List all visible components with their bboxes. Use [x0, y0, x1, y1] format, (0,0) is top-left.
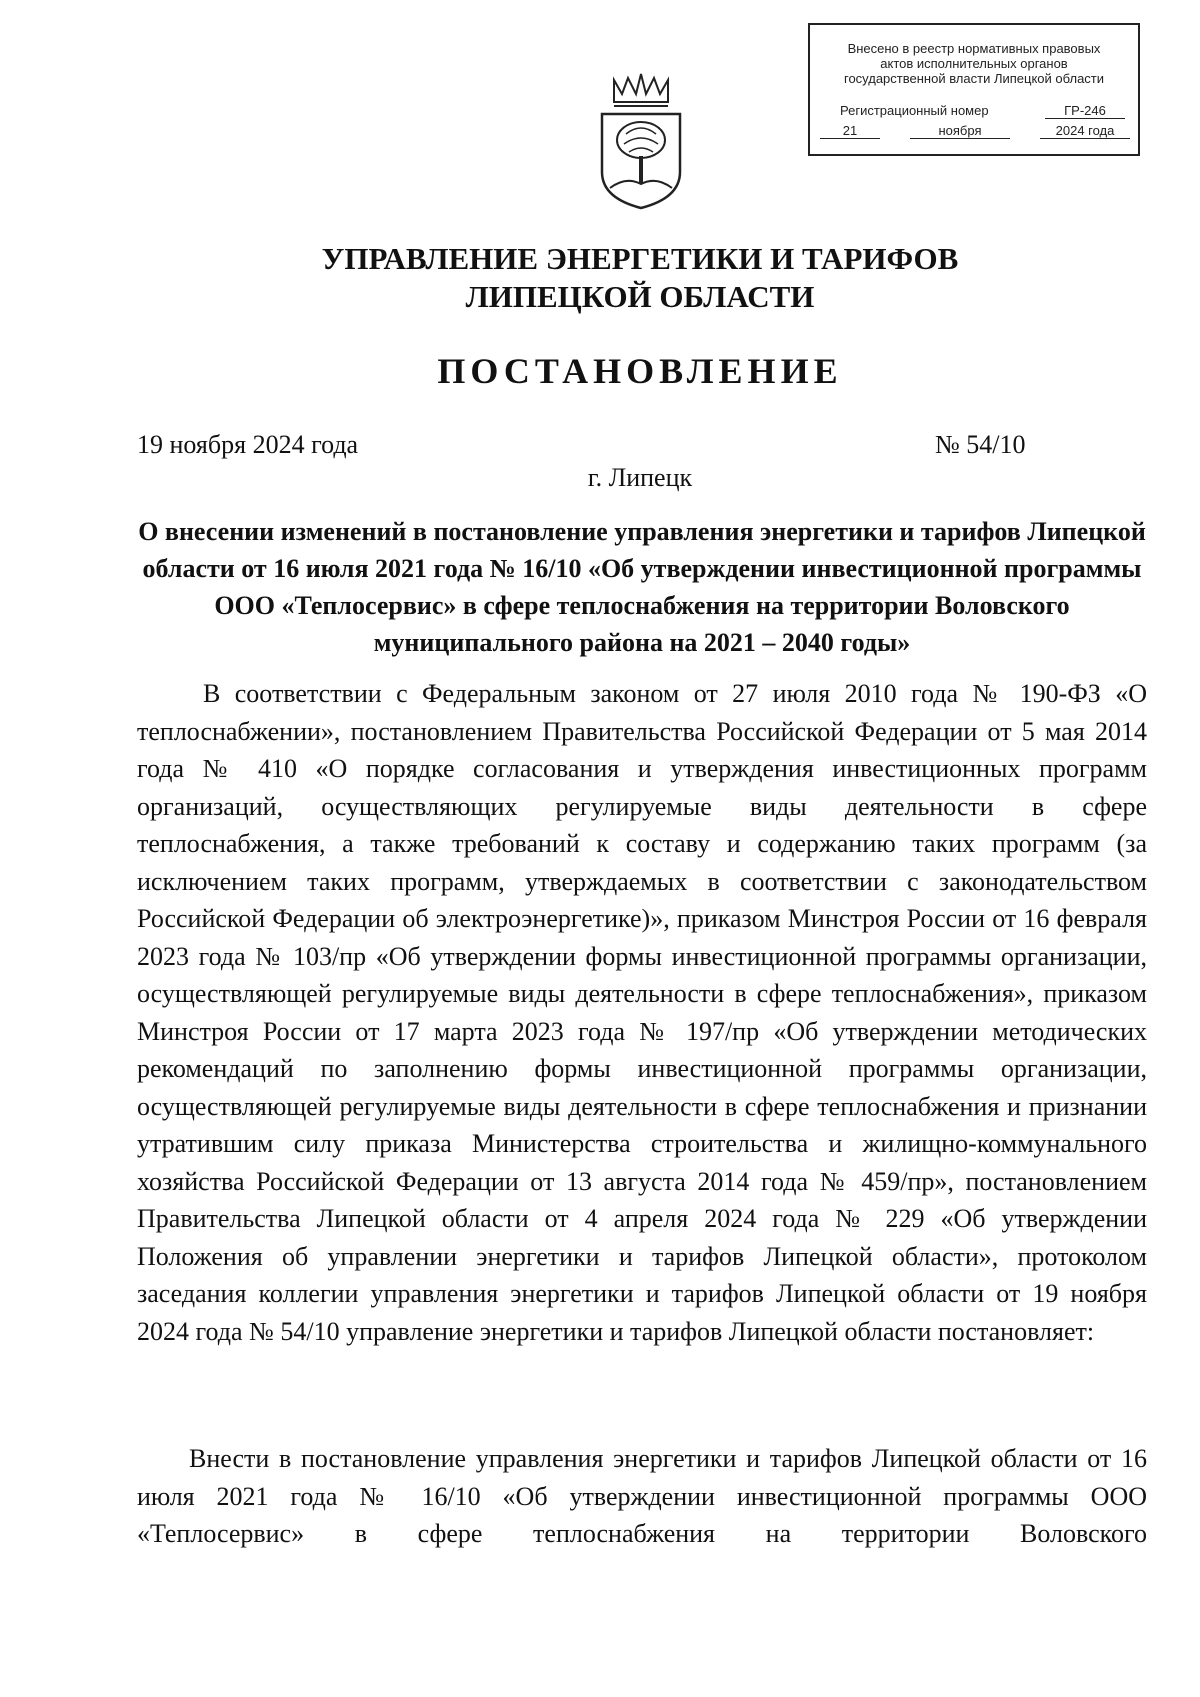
stamp-line: Внесено в реестр нормативных правовых: [847, 41, 1101, 56]
stamp-line: государственной власти Липецкой области: [843, 71, 1105, 86]
document-type: ПОСТАНОВЛЕНИЕ: [437, 351, 843, 391]
document-number: № 54/10: [935, 430, 1026, 459]
stamp-year: 2024 года: [1040, 123, 1130, 139]
stamp-reg-label: Регистрационный номер: [840, 103, 989, 118]
document-city: г. Липецк: [587, 463, 693, 492]
document-subject: О внесении изменений в постановление управления энергетики и тарифов Липецкой области от 16 июля 2021 года № 16/10 «Об утверждении инвестиционной программы ООО «Теплосервис» в сфере теплоснабжения на территории Воловского муниципального района на 2021 – 2040 годы»: [138, 517, 1146, 657]
lipetsk-coat-of-arms-icon: [596, 72, 686, 212]
body-paragraph: Внести в постановление управления энергетики и тарифов Липецкой области от 16 июля 2021 года № 16/10 «Об утверждении инвестиционной программы ООО «Теплосервис» в сфере теплоснабжения на территории Воловского: [137, 1444, 1147, 1548]
organization-line: ЛИПЕЦКОЙ ОБЛАСТИ: [465, 279, 815, 314]
body-paragraph: В соответствии с Федеральным законом от 27 июля 2010 года № 190-ФЗ «О теплоснабжении», постановлением Правительства Российской Федерации от 5 мая 2014 года № 410 «О порядке согласования и утверждения инвестиционных программ организаций, осуществляющих регулируемые виды деятельности в сфере теплоснабжения, а также требований к составу и содержанию таких программ (за исключением таких программ, утверждаемых в соответствии с законодательством Российской Федерации об электроэнергетике)», приказом Минстроя России от 16 февраля 2023 года № 103/пр «Об утверждении формы инвестиционной программы организации, осуществляющей регулируемые виды деятельности в сфере теплоснабжения», приказом Минстроя России от 17 марта 2023 года № 197/пр «Об утверждении методических рекомендаций по заполнению формы инвестиционной программы организации, осуществляющей регулируемые виды деятельности в сфере теплоснабжения и признании утратившим силу приказа Министерства строительства и жилищно-коммунального хозяйства Российской Федерации от 13 августа 2014 года № 459/пр», постановлением Правительства Липецкой области от 4 апреля 2024 года № 229 «Об утверждении Положения об управлении энергетики и тарифов Липецкой области», протоколом заседания коллегии управления энергетики и тарифов Липецкой области от 19 ноября 2024 года № 54/10 управление энергетики и тарифов Липецкой области постановляет:: [137, 679, 1147, 1346]
stamp-month: ноября: [910, 123, 1010, 139]
organization-line: УПРАВЛЕНИЕ ЭНЕРГЕТИКИ И ТАРИФОВ: [321, 241, 959, 276]
stamp-line: актов исполнительных органов: [880, 56, 1068, 71]
registry-stamp: [808, 23, 1140, 156]
stamp-registration: [840, 103, 1120, 118]
stamp-reg-number: ГР-246: [1045, 103, 1125, 119]
organization-name: [0, 240, 1200, 316]
stamp-day: 21: [820, 123, 880, 139]
stamp-date: [820, 123, 1132, 141]
document-date: 19 ноября 2024 года: [137, 430, 359, 459]
